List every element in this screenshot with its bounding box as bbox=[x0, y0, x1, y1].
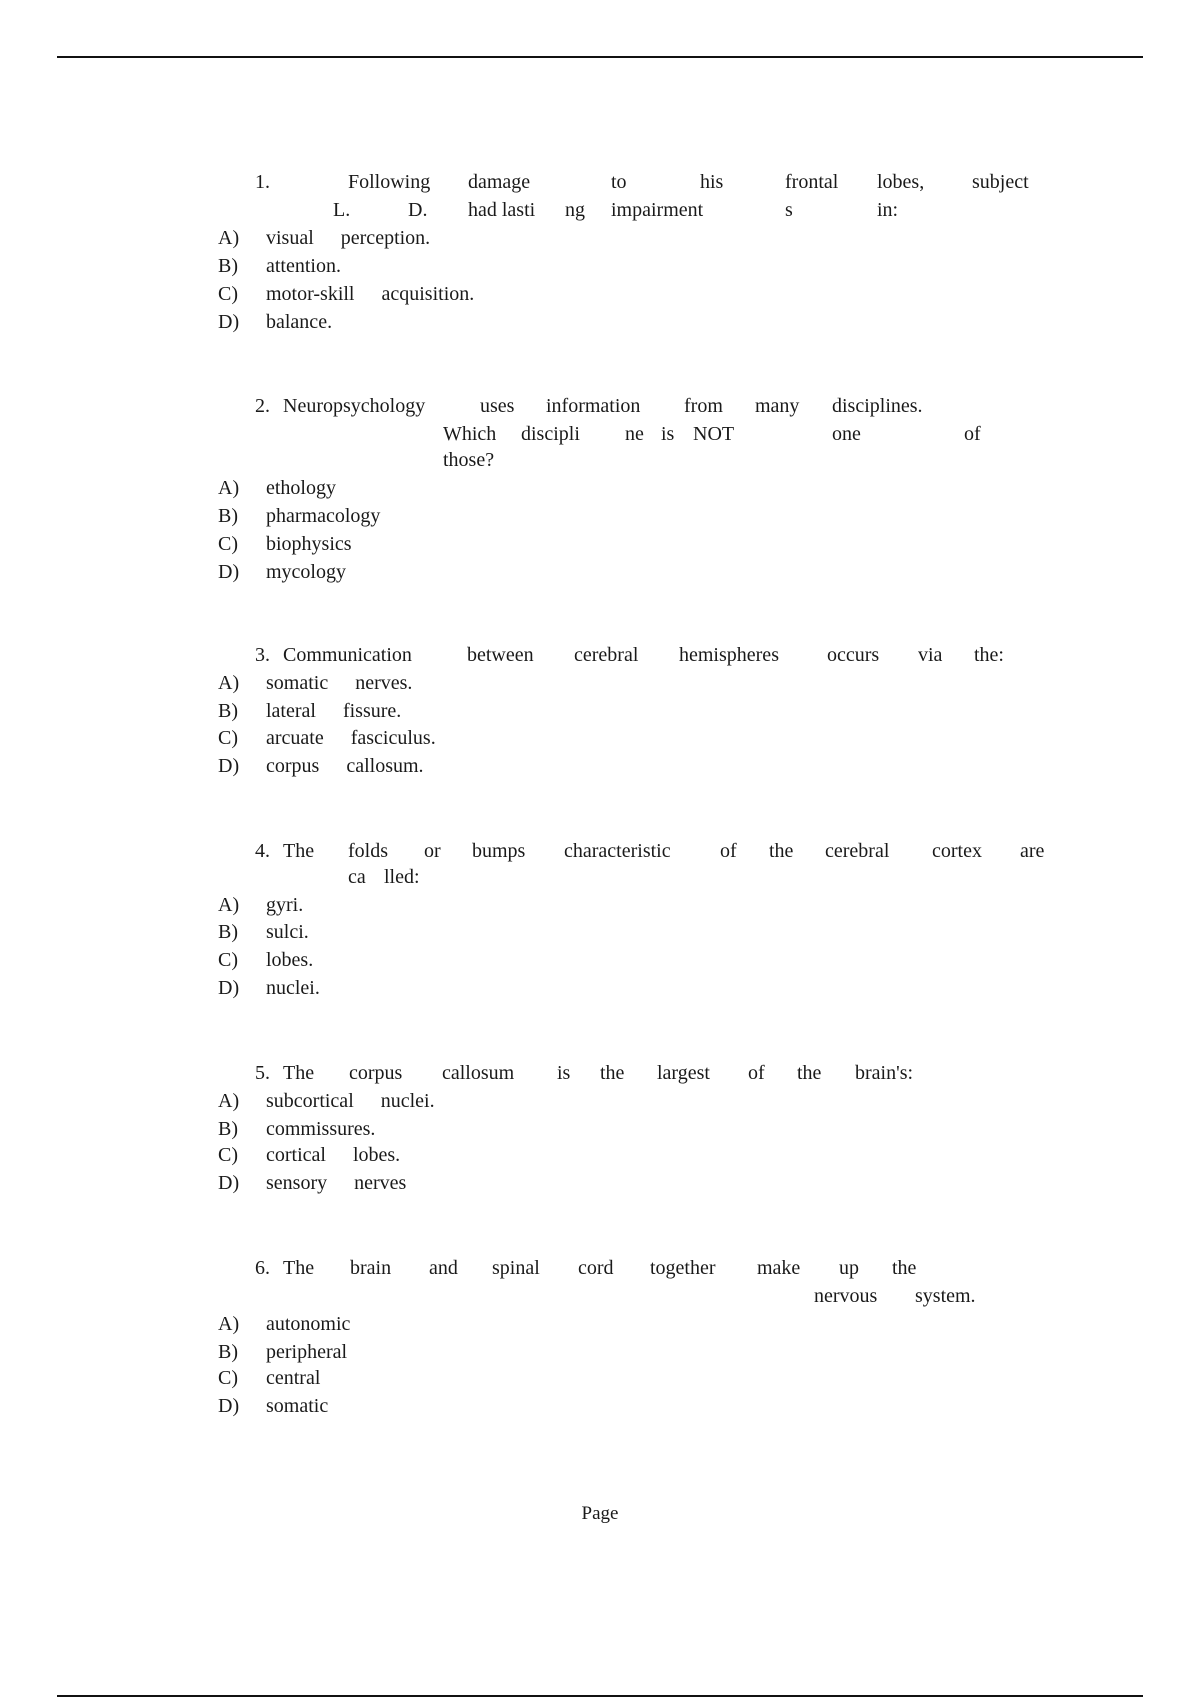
stem-word: the bbox=[769, 840, 794, 862]
option-text: somatic bbox=[266, 1395, 329, 1417]
option-text: motor-skill acquisition. bbox=[266, 283, 475, 305]
question-number: 4. bbox=[255, 840, 270, 862]
stem-word: had lasti bbox=[468, 199, 536, 221]
stem-word: is bbox=[661, 423, 675, 445]
stem-word: lled: bbox=[384, 866, 420, 888]
stem-word: damage bbox=[468, 171, 531, 193]
stem-word: callosum bbox=[442, 1062, 515, 1084]
option-letter: A) bbox=[218, 1090, 240, 1112]
stem-word: bumps bbox=[472, 840, 526, 862]
stem-word: lobes, bbox=[877, 171, 925, 193]
option-text: sulci. bbox=[266, 921, 309, 943]
option-letter: A) bbox=[218, 1313, 240, 1335]
stem-word: up bbox=[839, 1257, 859, 1279]
stem-word: of bbox=[964, 423, 981, 445]
stem-word: Communication bbox=[283, 644, 412, 666]
option-text: nuclei. bbox=[266, 977, 320, 999]
option-letter: D) bbox=[218, 977, 240, 999]
option-text: sensory nerves bbox=[266, 1172, 407, 1194]
stem-word: one bbox=[832, 423, 861, 445]
option-text: lateral fissure. bbox=[266, 700, 402, 722]
option-letter: B) bbox=[218, 700, 238, 722]
stem-word: make bbox=[757, 1257, 801, 1279]
stem-word: characteristic bbox=[564, 840, 671, 862]
stem-word: brain bbox=[350, 1257, 392, 1279]
option-letter: B) bbox=[218, 1118, 238, 1140]
option-letter: D) bbox=[218, 755, 240, 777]
stem-word: the bbox=[600, 1062, 625, 1084]
option-letter: A) bbox=[218, 227, 240, 249]
stem-word: uses bbox=[480, 395, 515, 417]
option-letter: A) bbox=[218, 894, 240, 916]
stem-word: between bbox=[467, 644, 534, 666]
option-letter: A) bbox=[218, 477, 240, 499]
option-text: corpus callosum. bbox=[266, 755, 424, 777]
option-letter: D) bbox=[218, 311, 240, 333]
stem-word: subject bbox=[972, 171, 1029, 193]
option-letter: C) bbox=[218, 949, 238, 971]
option-letter: C) bbox=[218, 1144, 238, 1166]
stem-word: the bbox=[892, 1257, 917, 1279]
stem-word: frontal bbox=[785, 171, 839, 193]
stem-word: to bbox=[611, 171, 627, 193]
option-letter: C) bbox=[218, 533, 238, 555]
stem-word: the: bbox=[974, 644, 1004, 666]
stem-word: nervous bbox=[814, 1285, 878, 1307]
option-text: arcuate fasciculus. bbox=[266, 727, 436, 749]
stem-word: cortex bbox=[932, 840, 982, 862]
stem-word: spinal bbox=[492, 1257, 540, 1279]
option-text: somatic nerves. bbox=[266, 672, 413, 694]
stem-word: and bbox=[429, 1257, 458, 1279]
question-number: 6. bbox=[255, 1257, 270, 1279]
stem-word: folds bbox=[348, 840, 388, 862]
stem-word: ng bbox=[565, 199, 585, 221]
question-number: 3. bbox=[255, 644, 270, 666]
option-text: subcortical nuclei. bbox=[266, 1090, 435, 1112]
stem-word: corpus bbox=[349, 1062, 403, 1084]
option-text: cortical lobes. bbox=[266, 1144, 401, 1166]
stem-word: L. bbox=[333, 199, 351, 221]
option-text: biophysics bbox=[266, 533, 352, 555]
option-text: commissures. bbox=[266, 1118, 376, 1140]
stem-word: NOT bbox=[693, 423, 735, 445]
option-text: balance. bbox=[266, 311, 333, 333]
stem-word: hemispheres bbox=[679, 644, 779, 666]
stem-word: impairment bbox=[611, 199, 704, 221]
bottom-rule bbox=[57, 1695, 1143, 1697]
stem-word: ne bbox=[625, 423, 644, 445]
stem-word: brain's: bbox=[855, 1062, 914, 1084]
stem-word: ca bbox=[348, 866, 366, 888]
option-letter: C) bbox=[218, 727, 238, 749]
stem-word: cerebral bbox=[574, 644, 639, 666]
option-text: ethology bbox=[266, 477, 336, 499]
question-number: 1. bbox=[255, 171, 270, 193]
question-number: 2. bbox=[255, 395, 270, 417]
stem-word: cerebral bbox=[825, 840, 890, 862]
stem-word: many bbox=[755, 395, 800, 417]
option-letter: B) bbox=[218, 255, 238, 277]
stem-word: D. bbox=[408, 199, 428, 221]
stem-word: are bbox=[1020, 840, 1045, 862]
option-letter: B) bbox=[218, 505, 238, 527]
stem-word: of bbox=[720, 840, 737, 862]
stem-word: Neuropsychology bbox=[283, 395, 426, 417]
stem-word: The bbox=[283, 1062, 315, 1084]
option-text: mycology bbox=[266, 561, 346, 583]
stem-word: The bbox=[283, 840, 315, 862]
stem-word: or bbox=[424, 840, 441, 862]
option-text: central bbox=[266, 1367, 321, 1389]
option-text: peripheral bbox=[266, 1341, 348, 1363]
option-letter: C) bbox=[218, 1367, 238, 1389]
stem-word: occurs bbox=[827, 644, 880, 666]
stem-word: those? bbox=[443, 449, 495, 471]
page-label: Page bbox=[581, 1503, 619, 1524]
stem-word: from bbox=[684, 395, 723, 417]
stem-word: via bbox=[918, 644, 943, 666]
stem-word: The bbox=[283, 1257, 315, 1279]
option-letter: B) bbox=[218, 921, 238, 943]
question-number: 5. bbox=[255, 1062, 270, 1084]
stem-word: s bbox=[785, 199, 793, 221]
option-text: autonomic bbox=[266, 1313, 351, 1335]
stem-word: is bbox=[557, 1062, 571, 1084]
stem-word: largest bbox=[657, 1062, 710, 1084]
stem-word: together bbox=[650, 1257, 716, 1279]
option-text: visual perception. bbox=[266, 227, 431, 249]
stem-word: cord bbox=[578, 1257, 614, 1279]
option-text: pharmacology bbox=[266, 505, 381, 527]
stem-word: discipli bbox=[521, 423, 580, 445]
stem-word: of bbox=[748, 1062, 765, 1084]
stem-word: Which bbox=[443, 423, 497, 445]
stem-word: system. bbox=[915, 1285, 976, 1307]
stem-word: information bbox=[546, 395, 641, 417]
stem-word: the bbox=[797, 1062, 822, 1084]
option-letter: D) bbox=[218, 1172, 240, 1194]
option-text: attention. bbox=[266, 255, 341, 277]
top-rule bbox=[57, 56, 1143, 58]
stem-word: Following bbox=[348, 171, 431, 193]
option-letter: B) bbox=[218, 1341, 238, 1363]
option-letter: C) bbox=[218, 283, 238, 305]
option-letter: A) bbox=[218, 672, 240, 694]
stem-word: disciplines. bbox=[832, 395, 923, 417]
option-letter: D) bbox=[218, 561, 240, 583]
stem-word: his bbox=[700, 171, 724, 193]
option-letter: D) bbox=[218, 1395, 240, 1417]
option-text: lobes. bbox=[266, 949, 314, 971]
option-text: gyri. bbox=[266, 894, 304, 916]
stem-word: in: bbox=[877, 199, 899, 221]
